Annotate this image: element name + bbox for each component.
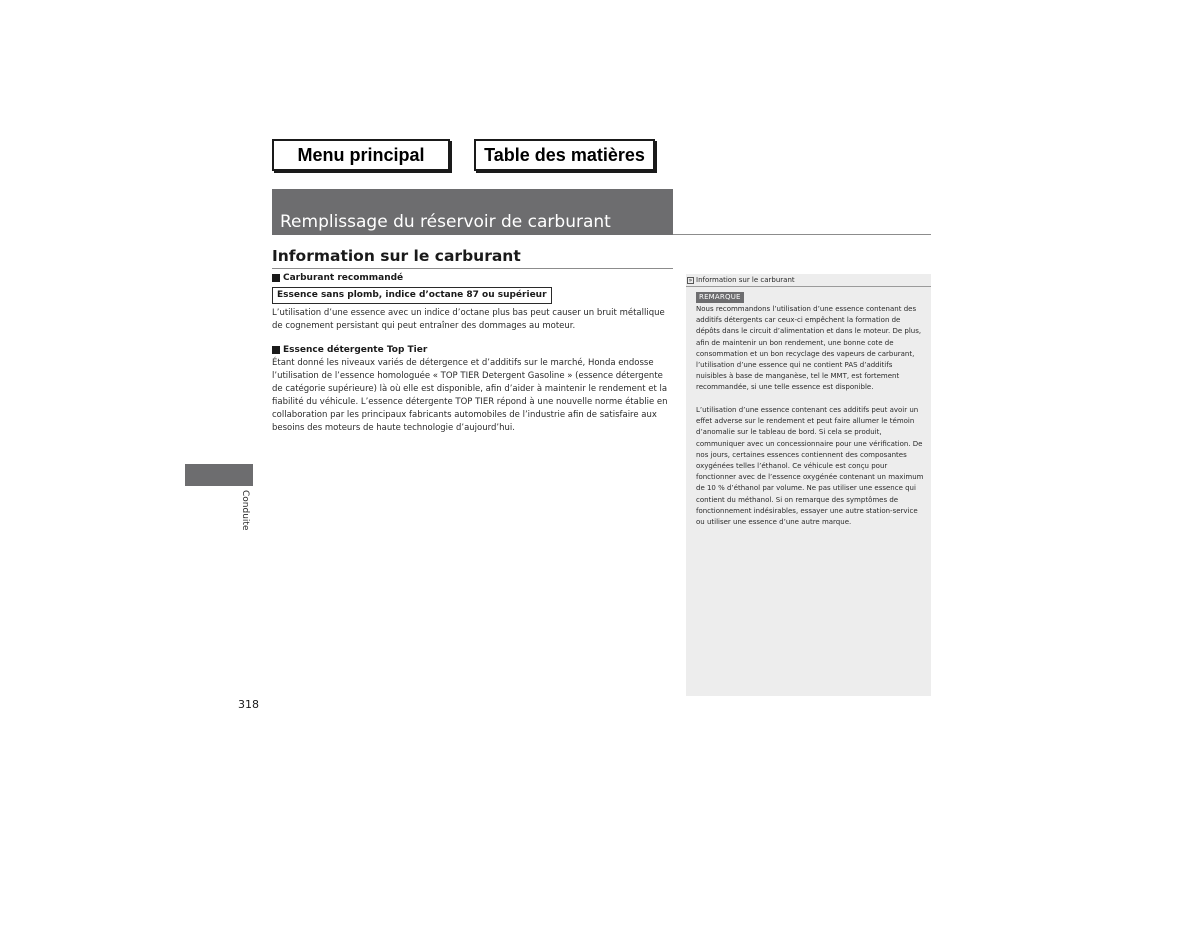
sidebar-paragraph: Nous recommandons l’utilisation d’une essence contenant des additifs détergents car ceux-ci empêchent la formation de dépôts dans le circuit d’alimentation et dans le moteur. De plus, afin de maintenir un bon rendement, une bonne cote de consommation et un bon recyclage des vapeurs de carburant, l’utilisation d’une essence qui ne contient PAS d’additifs nuisibles à base de manganèse, tel le MMT, est fortement recommandée, si une telle essence est disponible. — [696, 305, 922, 392]
fuel-spec-box: Essence sans plomb, indice d’octane 87 ou supérieur — [272, 287, 552, 304]
section-title: Remplissage du réservoir de carburant — [272, 189, 673, 235]
bullet-square-icon — [272, 346, 280, 354]
page-heading: Information sur le carburant — [272, 247, 521, 265]
main-menu-button[interactable]: Menu principal — [272, 139, 450, 171]
top-tier-heading — [272, 344, 427, 356]
double-chevron-icon: » — [688, 276, 693, 284]
top-tier-text: Étant donné les niveaux variés de détergence et d’additifs sur le marché, Honda endosse l’utilisation de l’essence homologuée « TOP TIER Detergent Gasoline » (essence détergente de catégorie supérieure) là où elle est disponible, afin d’aider à maintenir le rendement et la fiabilité du véhicule. L’essence détergente TOP TIER répond à une nouvelle norme établie en collaboration par les principaux fabricants automobiles de l’industrie afin de satisfaire aux besoins des moteurs de haute technologie d’aujourd’hui. — [272, 358, 668, 433]
table-of-contents-button[interactable]: Table des matières — [474, 139, 655, 171]
sidebar-header-text: Information sur le carburant — [696, 276, 795, 284]
heading-divider — [272, 268, 673, 269]
sidebar-note — [686, 274, 931, 696]
top-tier-title: Essence détergente Top Tier — [283, 345, 428, 355]
bullet-square-icon — [272, 274, 280, 282]
recommended-fuel-heading — [272, 272, 403, 284]
chapter-tab-marker — [185, 464, 253, 486]
recommended-fuel-text: L’utilisation d’une essence avec un indice d’octane plus bas peut causer un bruit métallique de cognement persistant qui peut entraîner des dommages au moteur. — [272, 308, 665, 331]
sidebar-paragraph: L’utilisation d’une essence contenant ces additifs peut avoir un effet adverse sur le rendement et peut faire allumer le témoin d’anomalie sur le tableau de bord. Si cela se produit, communiquer avec un concessionnaire pour une vérification. De nos jours, certaines essences contiennent des composantes oxygénées telles l’éthanol. Ce véhicule est conçu pour fonctionner avec de l’essence oxygénée contenant un maximum de 10 % d’éthanol par volume. Ne pas utiliser une essence qui contient du méthanol. Si on remarque des symptômes de fonctionnement indésirables, essayer une autre station-service ou utiliser une essence d’une autre marque. — [696, 406, 924, 527]
recommended-fuel-title: Carburant recommandé — [283, 273, 404, 283]
remark-badge: REMARQUE — [696, 292, 744, 303]
chapter-tab-label: Conduite — [240, 490, 250, 531]
section-divider — [673, 234, 931, 235]
sidebar-header — [686, 274, 931, 287]
page-number: 318 — [238, 698, 259, 711]
